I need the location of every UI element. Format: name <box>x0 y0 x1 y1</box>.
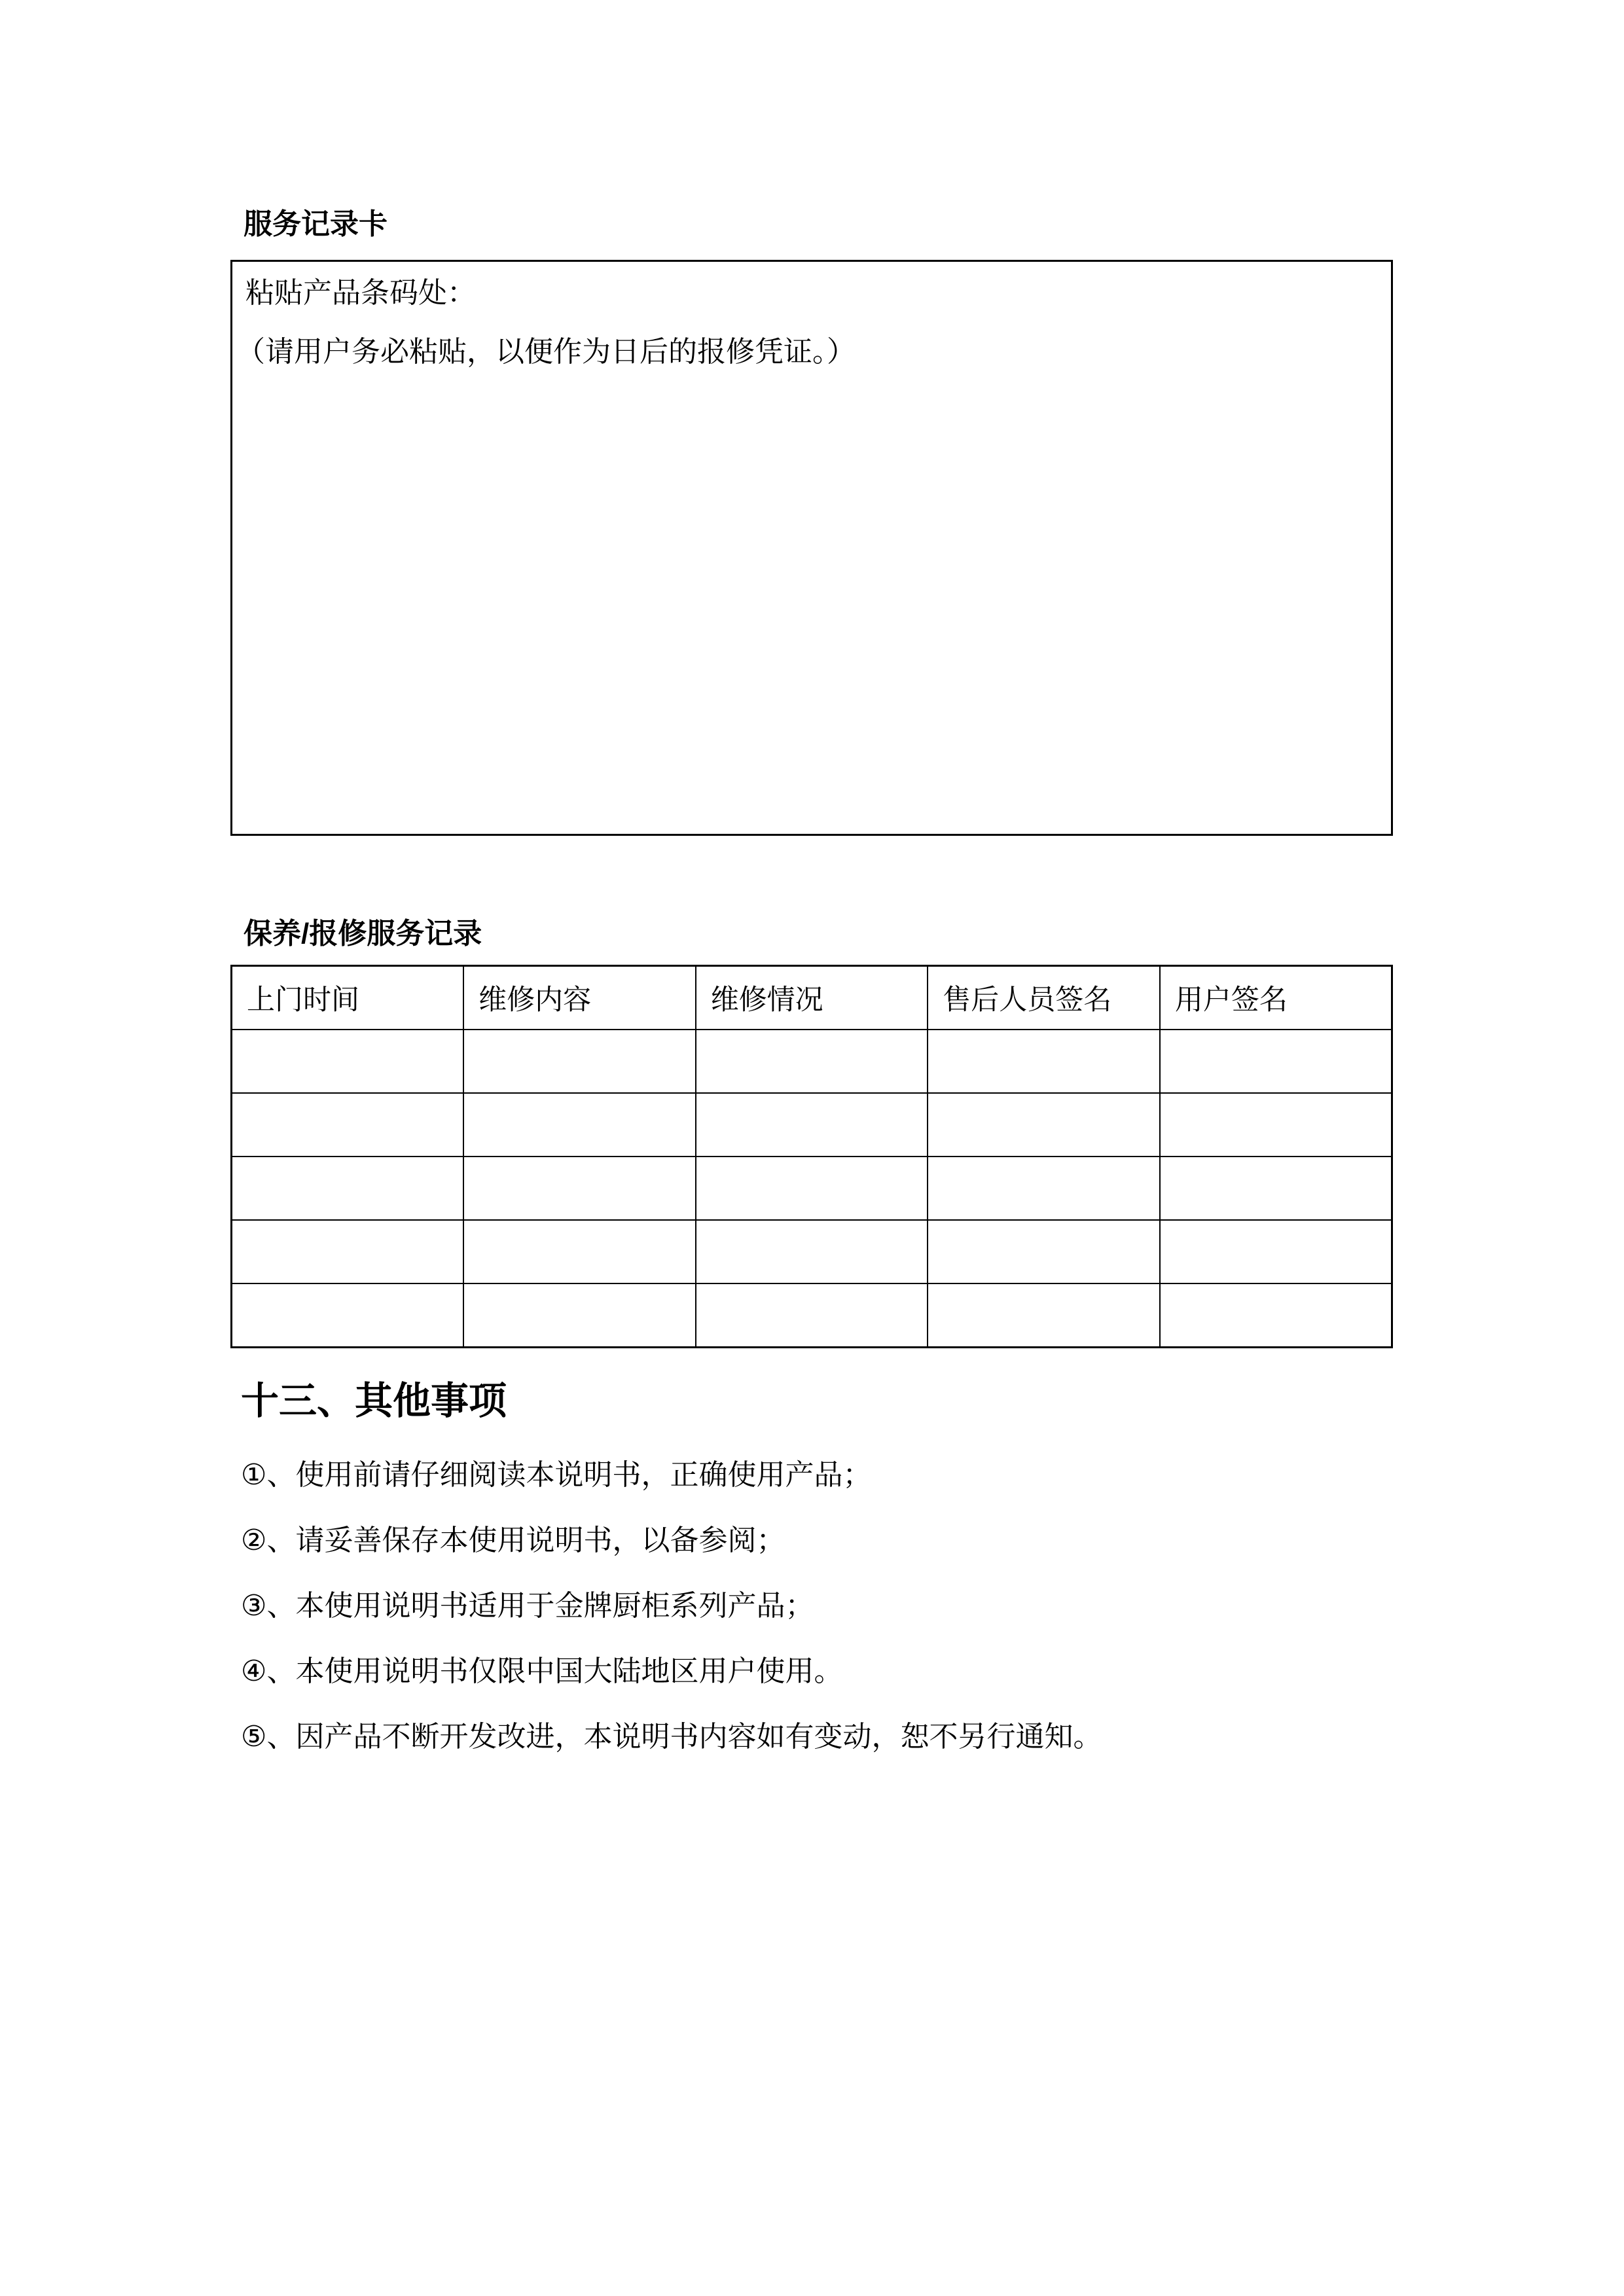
barcode-box-note: （请用户务必粘贴，以便作为日后的报修凭证。） <box>236 336 856 368</box>
table-cell <box>232 1220 464 1283</box>
table-row <box>232 1093 1392 1157</box>
table-cell <box>1160 1283 1392 1348</box>
table-header <box>232 966 1392 1030</box>
table-cell <box>696 1283 928 1348</box>
col-header-repair-content: 维修内容 <box>463 966 696 1030</box>
service-record-title: 保养/报修服务记录 <box>244 918 482 950</box>
list-item-5: ⑤、因产品不断开发改进，本说明书内容如有变动，恕不另行通知。 <box>241 1721 1102 1753</box>
table-cell <box>696 1220 928 1283</box>
table-header-row <box>232 966 1392 1030</box>
barcode-box-label: 粘贴产品条码处： <box>245 277 476 309</box>
list-item-2: ②、请妥善保存本使用说明书，以备参阅； <box>241 1524 785 1556</box>
table-cell <box>463 1157 696 1220</box>
table-cell <box>696 1030 928 1093</box>
col-header-visit-time: 上门时间 <box>232 966 464 1030</box>
table-cell <box>463 1283 696 1348</box>
table-cell <box>232 1093 464 1157</box>
table-row <box>232 1030 1392 1093</box>
service-record-table <box>230 965 1393 1348</box>
table-cell <box>1160 1157 1392 1220</box>
table-body <box>232 1030 1392 1348</box>
table-cell <box>1160 1220 1392 1283</box>
barcode-sticker-box <box>230 260 1393 836</box>
list-item-4: ④、本使用说明书仅限中国大陆地区用户使用。 <box>241 1655 843 1687</box>
table-cell <box>928 1157 1160 1220</box>
table-cell <box>696 1093 928 1157</box>
table-row <box>232 1157 1392 1220</box>
table-cell <box>463 1220 696 1283</box>
other-matters-title: 十三、其他事项 <box>241 1380 507 1422</box>
table-cell <box>928 1093 1160 1157</box>
col-header-repair-status: 维修情况 <box>696 966 928 1030</box>
col-header-aftersales-signature: 售后人员签名 <box>928 966 1160 1030</box>
list-item-1: ①、使用前请仔细阅读本说明书，正确使用产品； <box>241 1459 872 1491</box>
table-cell <box>1160 1030 1392 1093</box>
table-cell <box>463 1093 696 1157</box>
service-card-title: 服务记录卡 <box>244 208 388 240</box>
table-cell <box>928 1220 1160 1283</box>
col-header-user-signature: 用户签名 <box>1160 966 1392 1030</box>
table-cell <box>1160 1093 1392 1157</box>
table-cell <box>232 1157 464 1220</box>
table-cell <box>696 1157 928 1220</box>
table-cell <box>232 1283 464 1348</box>
table-cell <box>928 1030 1160 1093</box>
table-row <box>232 1283 1392 1348</box>
table-cell <box>463 1030 696 1093</box>
table-row <box>232 1220 1392 1283</box>
table-cell <box>928 1283 1160 1348</box>
table-cell <box>232 1030 464 1093</box>
list-item-3: ③、本使用说明书适用于金牌厨柜系列产品； <box>241 1590 814 1622</box>
